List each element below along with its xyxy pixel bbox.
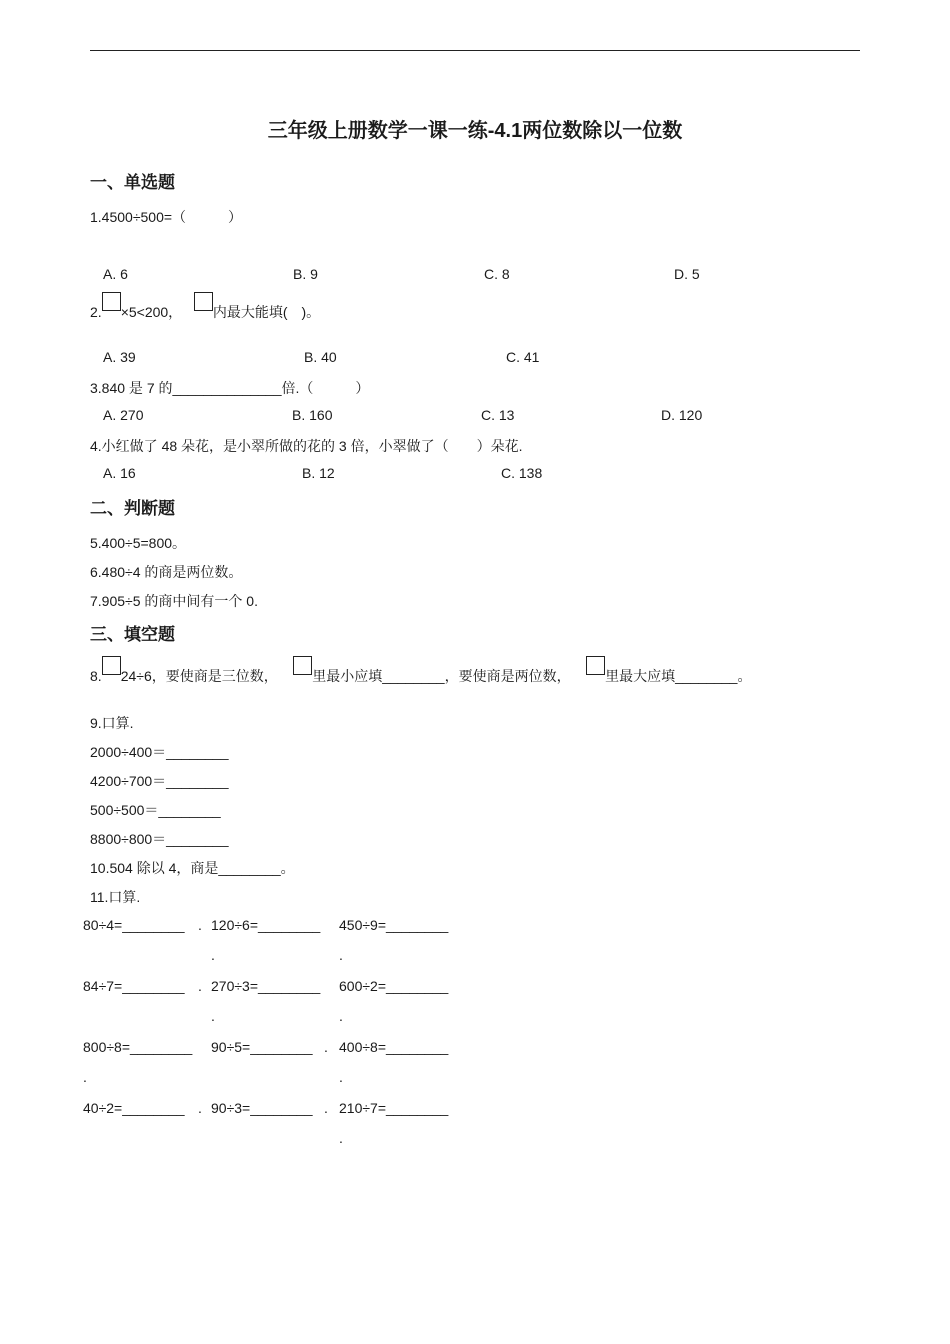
q11-r3-c2: 90÷5=________ [211,1039,313,1055]
question-10: 10.504 除以 4，商是________。 [90,860,295,876]
q11-dot: . [339,1130,343,1146]
q4-option-a: A. 16 [103,465,136,481]
blank-box-icon [293,656,312,675]
question-5: 5.400÷5=800。 [90,535,187,551]
q3-option-a: A. 270 [103,407,144,423]
q11-r4-c3: 210÷7=________ [339,1100,449,1116]
q11-r2-c3: 600÷2=________ [339,978,449,994]
q8-text-3: 里最大应填________。 [605,668,752,684]
q11-r4-c1: 40÷2=________ [83,1100,185,1116]
q3-option-b: B. 160 [292,407,333,423]
question-6: 6.480÷4 的商是两位数。 [90,564,243,580]
question-4-stem: 4.小红做了 48 朵花，是小翠所做的花的 3 倍，小翠做了（ ）朵花. [90,438,523,454]
q2-text-2: 内最大能填( )。 [212,304,321,320]
header-rule [90,50,860,51]
q4-option-c: C. 138 [501,465,543,481]
question-9-stem: 9.口算. [90,715,134,731]
page-title: 三年级上册数学一课一练-4.1两位数除以一位数 [267,120,683,142]
q11-dot: . [339,947,343,963]
q11-dot: . [83,1069,87,1085]
q9-item-3: 500÷500＝________ [90,802,221,818]
q11-r3-c1: 800÷8=________ [83,1039,193,1055]
q2-number: 2. [90,304,102,320]
q11-r2-c1: 84÷7=________ [83,978,185,994]
q11-dot: . [198,1100,202,1116]
q2-option-a: A. 39 [103,349,136,365]
q11-dot: . [211,1008,215,1024]
question-3-stem: 3.840 是 7 的______________倍.（ ） [90,380,370,396]
blank-box-icon [586,656,605,675]
q9-item-4: 8800÷800＝________ [90,831,229,847]
question-2-stem [90,292,320,322]
section-heading-true-false: 二、判断题 [90,499,175,518]
blank-box-icon [194,292,213,311]
question-1-stem: 1.4500÷500=（ ） [90,209,243,225]
q4-option-b: B. 12 [302,465,335,481]
section-heading-fill-in: 三、填空题 [90,625,175,644]
q11-dot: . [198,978,202,994]
q11-r3-c3: 400÷8=________ [339,1039,449,1055]
q1-option-a: A. 6 [103,266,128,282]
q11-dot: . [339,1008,343,1024]
q11-r1-c3: 450÷9=________ [339,917,449,933]
q1-option-b: B. 9 [293,266,318,282]
question-8-stem [90,656,751,686]
q11-dot: . [324,1039,328,1055]
q3-option-d: D. 120 [661,407,703,423]
q8-text-1: 24÷6，要使商是三位数， [120,668,278,684]
blank-box-icon [102,292,121,311]
q9-item-2: 4200÷700＝________ [90,773,229,789]
question-11-stem: 11.口算. [90,889,141,905]
q8-text-2: 里最小应填________，要使商是两位数， [312,668,571,684]
section-heading-single-choice: 一、单选题 [90,173,175,192]
q11-r1-c2: 120÷6=________ [211,917,321,933]
q1-option-c: C. 8 [484,266,510,282]
q11-r2-c2: 270÷3=________ [211,978,321,994]
q2-option-b: B. 40 [304,349,337,365]
q11-r4-c2: 90÷3=________ [211,1100,313,1116]
q11-dot: . [211,947,215,963]
q11-dot: . [324,1100,328,1116]
q11-r1-c1: 80÷4=________ [83,917,185,933]
q8-number: 8. [90,668,102,684]
q11-dot: . [198,917,202,933]
blank-box-icon [102,656,121,675]
q2-text-1: ×5<200， [120,304,183,320]
q9-item-1: 2000÷400＝________ [90,744,229,760]
question-7: 7.905÷5 的商中间有一个 0. [90,593,258,609]
q1-option-d: D. 5 [674,266,700,282]
q3-option-c: C. 13 [481,407,515,423]
q2-option-c: C. 41 [506,349,540,365]
q11-dot: . [339,1069,343,1085]
